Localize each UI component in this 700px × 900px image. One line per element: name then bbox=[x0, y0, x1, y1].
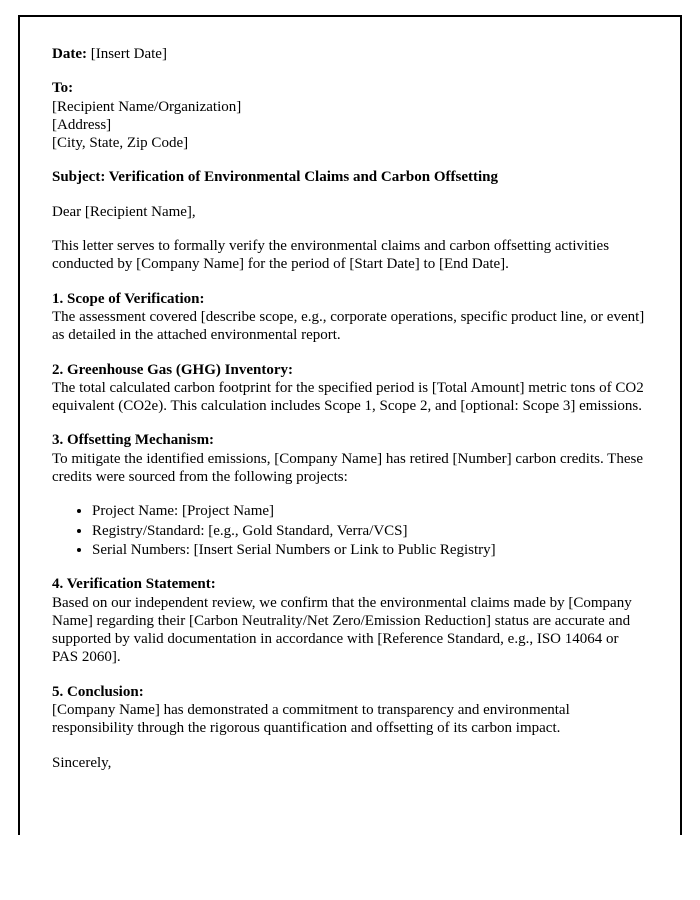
section-body: [Company Name] has demonstrated a commitment to transparency and environmental responsibility through the rigorous quantification and offsetting of its carbon impact. bbox=[52, 702, 570, 737]
salutation-line: Dear [Recipient Name], bbox=[52, 203, 196, 220]
closing-line: Sincerely, bbox=[52, 754, 112, 771]
bullet-project-name: • Project Name: [Project Name] bbox=[92, 502, 648, 520]
intro-paragraph bbox=[52, 237, 648, 274]
section-scope bbox=[52, 290, 648, 345]
section-body: The assessment covered [describe scope, e.g., corporate operations, specific product line, or event] as detailed in the attached environmental report. bbox=[52, 308, 645, 344]
bullet-serial-numbers: • Serial Numbers: [Insert Serial Numbers or Link to Public Registry] bbox=[92, 541, 648, 559]
date-label: Date: bbox=[52, 46, 87, 62]
intro-text: This letter serves to formally verify the environmental claims and carbon offsetting activities conducted by [Company Name] for the period of [Start Date] to [End Date]. bbox=[52, 238, 610, 273]
letter-content bbox=[20, 17, 680, 772]
date-block bbox=[52, 45, 648, 63]
section-body: Based on our independent review, we confirm that the environmental claims made by [Company Name] regarding their [Carbon Neutrality/Net Zero/Emission Reduction] status are accurate and supported by valid documentation in accordance with [Reference Standard, e.g., ISO 14064 or PAS 2060]. bbox=[52, 594, 632, 666]
to-label: To: bbox=[52, 80, 74, 97]
bullet-registry-standard: • Registry/Standard: [e.g., Gold Standard, Verra/VCS] bbox=[92, 522, 648, 540]
recipient-city-line: [City, State, Zip Code] bbox=[52, 135, 189, 152]
letter-page bbox=[18, 15, 682, 835]
section-ghg-inventory bbox=[52, 361, 648, 416]
salutation-block bbox=[52, 203, 648, 221]
subject-line: Subject: Verification of Environmental Claims and Carbon Offsetting bbox=[52, 169, 498, 186]
date-value: [Insert Date] bbox=[86, 46, 167, 62]
closing-block bbox=[52, 754, 648, 772]
section-body: The total calculated carbon footprint for the specified period is [Total Amount] metric tons of CO2 equivalent (CO2e). This calculation includes Scope 1, Scope 2, and [optional: Scope 3] emissions. bbox=[52, 379, 644, 415]
section-conclusion bbox=[52, 683, 648, 738]
date-line bbox=[52, 45, 648, 63]
recipient-name-line: [Recipient Name/Organization] bbox=[52, 98, 242, 115]
section-heading: 1. Scope of Verification: bbox=[52, 290, 205, 307]
section-body: To mitigate the identified emissions, [Company Name] has retired [Number] carbon credits. These credits were sourced from the following projects: bbox=[52, 450, 643, 486]
section-heading: 4. Verification Statement: bbox=[52, 576, 216, 593]
section-heading: 2. Greenhouse Gas (GHG) Inventory: bbox=[52, 361, 293, 378]
recipient-block bbox=[52, 79, 648, 152]
section-offsetting bbox=[52, 431, 648, 486]
section-heading: 5. Conclusion: bbox=[52, 683, 144, 700]
subject-block bbox=[52, 168, 648, 186]
recipient-address-line: [Address] bbox=[52, 116, 112, 133]
section-verification-statement bbox=[52, 575, 648, 666]
project-bullet-list bbox=[52, 502, 648, 559]
section-heading: 3. Offsetting Mechanism: bbox=[52, 432, 215, 449]
